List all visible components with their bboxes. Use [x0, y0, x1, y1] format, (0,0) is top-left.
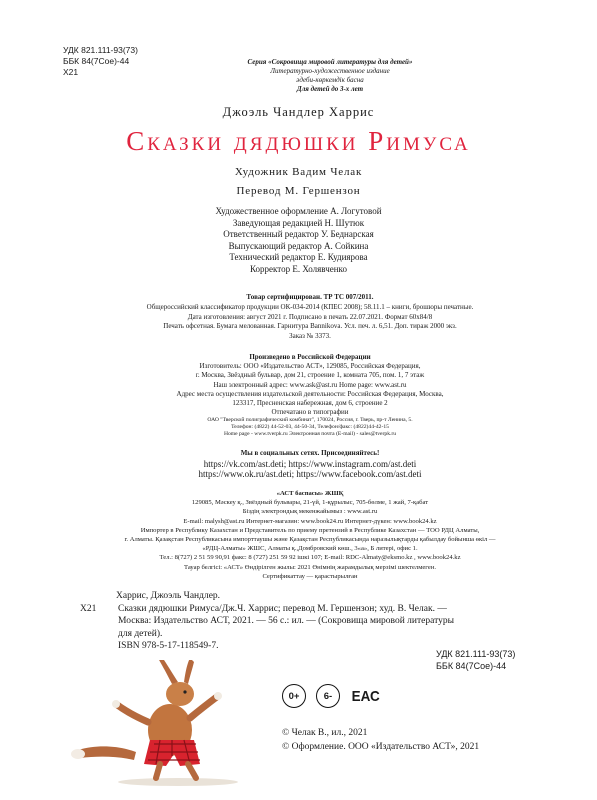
certification: Товар сертифицирован. ТР ТС 007/2011.	[246, 293, 374, 301]
age-note: Для детей до 3-х лет	[296, 85, 364, 93]
catalog-record	[80, 590, 550, 653]
printer-line: ОАО "Тверской полиграфический комбинат", 170024, Россия, г. Тверь, пр-т Ленина, 5.	[207, 417, 413, 424]
book-author: Джоэль Чандлер Харрис	[222, 105, 375, 119]
kz-line: г. Алматы. Қазақстан Республикасына импорттаушы және Қазақстан Республикасында наразылықтарды қабылдау бойынша өкіл —	[124, 536, 496, 544]
udk-block-top	[63, 45, 138, 78]
series-title: Серия «Сокровища мировой литературы для детей»	[247, 58, 413, 66]
kz-line: Тауар белгісі: «АСТ» Өндірілген жылы: 2021 Өнімнің жарамдылық мерзімі шектелмеген.	[183, 563, 437, 571]
address-line: Адрес места осуществления издательской деятельности: Российская Федерация, Москва,	[176, 389, 444, 398]
maker-line: Изготовитель: ООО «Издательство АСТ», 129085, Российская Федерация,	[199, 362, 421, 371]
production-info	[100, 353, 520, 438]
copyright-line: © Оформление. ООО «Издательство АСТ», 2021	[282, 742, 480, 752]
catalog-line: для детей).	[118, 628, 163, 639]
credit-line: Ответственный редактор У. Беднарская	[223, 229, 374, 239]
catalog-text	[118, 603, 550, 641]
copyright-line: © Челак В., ил., 2021	[282, 728, 368, 738]
credit-line: Художественное оформление А. Логутовой	[215, 206, 382, 216]
credit-line: Технический редактор Е. Кудиярова	[229, 252, 368, 262]
copyright-block	[282, 726, 479, 754]
edition-type-kz: әдеби-көркемдік басна	[296, 76, 364, 84]
social-link-line: https://vk.com/ast.deti; https://www.instagram.com/ast.deti	[203, 458, 417, 469]
age-rating-0-icon: 0+	[282, 684, 306, 708]
rabbit-illustration	[68, 660, 264, 790]
social-link-line: https://www.ok.ru/ast.deti; https://www.facebook.com/ast.deti	[198, 469, 422, 479]
order-number: Заказ № 3373.	[289, 332, 331, 341]
editorial-credits	[0, 206, 597, 275]
production-heading: Произведено в Российской Федерации	[249, 353, 371, 361]
social-links	[140, 448, 480, 480]
kazakhstan-info	[90, 489, 530, 581]
bbk-line: ББК 84(7Сое)-44	[63, 56, 130, 66]
series-info	[210, 58, 450, 94]
kz-line: Біздің электрондық мекенжайымыз : www.ast.ru	[242, 508, 378, 516]
social-heading: Мы в социальных сетях. Присоединяйтесь!	[240, 449, 380, 457]
kz-line: Импортер в Республику Казахстан и Представитель по приему претензий в Республике Казахстан — ТОО РДЦ Алматы,	[140, 526, 480, 534]
rabbit-illustration-svg	[68, 660, 264, 790]
maker-line: г. Москва, Звёздный бульвар, дом 21, строение 1, комната 705, пом. 1, 7 этаж	[195, 371, 425, 380]
printer-line: Телефон: (4822) 44-52-03, 44-50-34, Телефон/факс: (4822)44-42-15	[231, 424, 389, 431]
printer-line: Home page - www.tverpk.ru Электронная почта (E-mail) - sales@tverpk.ru	[223, 431, 397, 438]
catalog-row	[80, 603, 550, 641]
printed-heading: Отпечатано в типографии	[271, 408, 349, 417]
print-dates: Дата изготовления: август 2021 г. Подписано в печать 22.07.2021. Формат 60x84/8	[187, 312, 433, 321]
author-mark: Х21	[63, 67, 79, 77]
credit-line: Заведующая редакцией Н. Шутюк	[232, 217, 365, 228]
credit-line: Выпускающий редактор А. Сойкина	[228, 240, 369, 251]
kz-heading: «АСТ баспасы» ЖШҚ	[276, 490, 344, 497]
catalog-heading: Харрис, Джоэль Чандлер.	[116, 591, 221, 601]
kz-line: 129085, Мәскеу қ., Звёздный бульвары, 21-үй, 1-құрылыс, 705-бөлме, 1 жай, 7-қабат	[191, 499, 429, 507]
catalog-line: Москва: Издательство АСТ, 2021. — 56 с.: ил. — (Сокровища мировой литературы	[118, 616, 454, 626]
classifier: Общероссийский классификатор продукции ОК-034-2014 (КПЕС 2008); 58.11.1 – книги, брошюры печатные.	[146, 302, 474, 311]
kz-line: «РДЦ-Алматы» ЖШС, Алматы қ.,Домбровский көш., 3«а», Б литері, офис 1.	[202, 545, 418, 553]
eac-mark-icon: ЕАС	[351, 687, 380, 705]
technical-info	[110, 293, 510, 342]
address-line: 123317, Пресненская набережная, дом 6, строение 2	[232, 399, 388, 408]
catalog-code: Х21	[80, 603, 97, 614]
udk-line: УДК 821.111-93(73)	[436, 649, 516, 659]
kz-line: E-mail: malysh@ast.ru Интернет-магазин: www.book24.ru Интернет-дүкен: www.book24.kz	[183, 517, 437, 525]
isbn: ISBN 978-5-17-118549-7.	[118, 641, 219, 651]
udk-block-bottom	[436, 648, 515, 672]
book-title: Сказки дядюшки Римуса	[126, 126, 471, 156]
certification-marks	[282, 683, 381, 709]
kz-line: Тел.: 8(727) 2 51 59 90,91 факс: 8 (727) 251 59 92 ішкі 107; E-mail: RDC-Almaty@eksmo.kz , www.book24.kz	[159, 554, 461, 562]
print-details: Печать офсетная. Бумага мелованная. Гарнитура Bannikova. Усл. печ. л. 6,51. Доп. тираж 2000 экз.	[163, 322, 457, 331]
catalog-line: Сказки дядюшки Римуса/Дж.Ч. Харрис; перевод М. Гершензон; худ. В. Челак. —	[118, 603, 447, 614]
book-artist: Художник Вадим Челак	[234, 166, 363, 178]
book-translator: Перевод М. Гершензон	[236, 185, 361, 197]
udk-line: УДК 821.111-93(73)	[63, 45, 138, 55]
bbk-line: ББК 84(7Сое)-44	[436, 661, 507, 671]
age-rating-6-icon: 6-	[316, 684, 340, 708]
credit-line: Корректор Е. Холявченко	[250, 263, 347, 274]
email-line: Наш электронный адрес: www.ask@ast.ru Home page: www.ast.ru	[213, 380, 407, 389]
kz-line: Сертификаттау — қарастырылған	[262, 572, 358, 580]
edition-type: Литературно-художественное издание	[270, 67, 390, 75]
